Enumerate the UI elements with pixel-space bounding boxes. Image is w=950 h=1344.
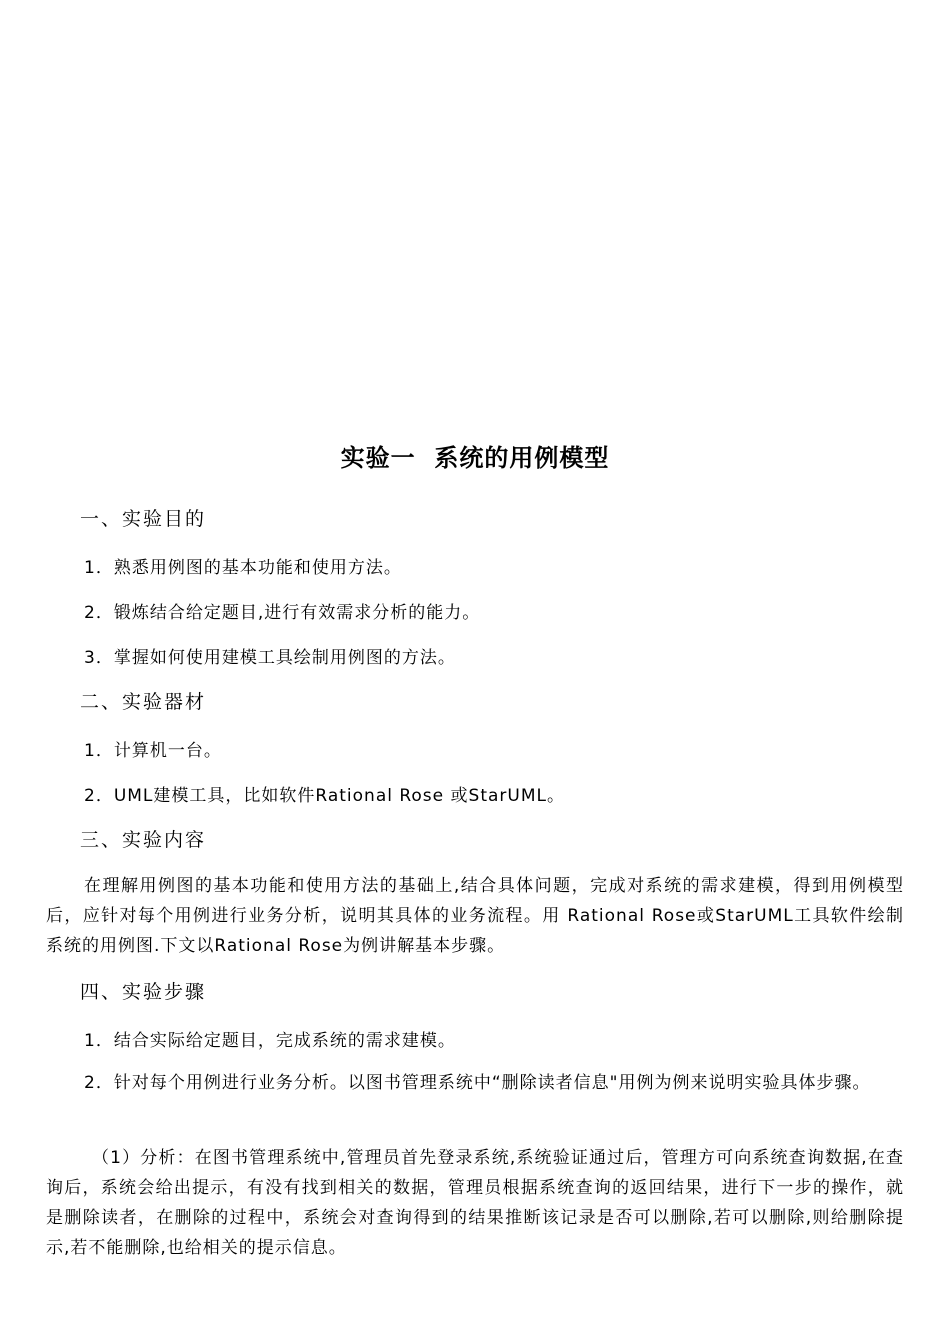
equipment-item-1: 1．计算机一台。	[84, 741, 222, 761]
section-heading-purpose: 一、实验目的	[80, 508, 207, 530]
section-heading-equipment: 二、实验器材	[80, 691, 207, 713]
purpose-item-1: 1．熟悉用例图的基本功能和使用方法。	[84, 558, 402, 578]
content-paragraph: 在理解用例图的基本功能和使用方法的基础上,结合具体问题，完成对系统的需求建模，得到用例模型后，应针对每个用例进行业务分析，说明其具体的业务流程。用 Rational Rose或StarUML工具软件绘制系统的用例图.下文以Rational Rose为例讲解基本步骤。	[46, 876, 904, 956]
purpose-item-3: 3．掌握如何使用建模工具绘制用例图的方法。	[84, 648, 456, 668]
equipment-item-2: 2．UML建模工具，比如软件Rational Rose 或StarUML。	[84, 786, 565, 806]
section-heading-steps: 四、实验步骤	[80, 981, 207, 1003]
steps-item-2: 2．针对每个用例进行业务分析。以图书管理系统中“删除读者信息"用例为例来说明实验具体步骤。	[84, 1073, 871, 1093]
steps-item-1: 1．结合实际给定题目，完成系统的需求建模。	[84, 1031, 456, 1051]
document-title: 实验一 系统的用例模型	[340, 444, 610, 472]
section-heading-content: 三、实验内容	[80, 829, 207, 851]
analysis-paragraph: （1）分析：在图书管理系统中,管理员首先登录系统,系统验证通过后，管理方可向系统查询数据,在查询后，系统会给出提示，有没有找到相关的数据，管理员根据系统查询的返回结果，进行下一步的操作，就是删除读者，在删除的过程中，系统会对查询得到的结果推断该记录是否可以删除,若可以删除,则给删除提示,若不能删除,也给相关的提示信息。	[46, 1148, 904, 1258]
purpose-item-2: 2．锻炼结合给定题目,进行有效需求分析的能力。	[84, 603, 481, 623]
